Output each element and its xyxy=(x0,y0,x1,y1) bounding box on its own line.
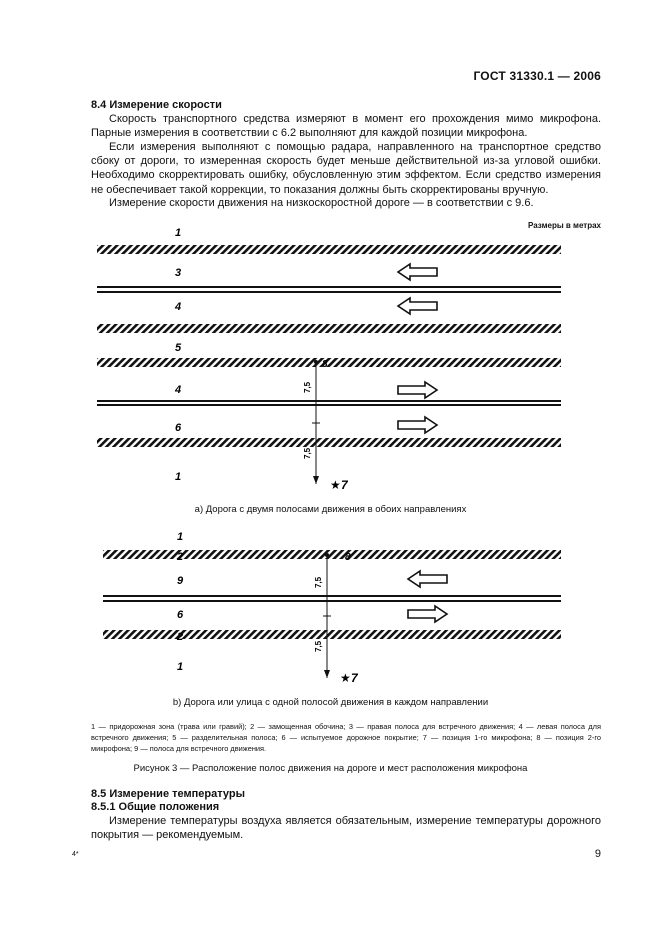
zone-label-a-3: 3 xyxy=(175,267,182,279)
zone-label-a-5: 5 xyxy=(175,342,182,354)
dimension-label-a1: 7,5 xyxy=(303,381,312,393)
divider-strip-a2 xyxy=(97,358,561,367)
figure-caption: Рисунок 3 — Расположение полос движения на дороге и мест расположения микрофона xyxy=(133,763,528,774)
section-8-4-paragraph-1: Скорость транспортного средства измеряют в момент его прохождения мимо микрофона. Парные измерения в соответствии с 6.2 выполняют для каждой позиции микрофона. xyxy=(91,113,601,140)
zone-label-a-4: 4 xyxy=(175,301,182,313)
section-8-5-1-title: 8.5.1 Общие положения xyxy=(91,801,220,813)
section-8-5-title: 8.5 Измерение температуры xyxy=(91,788,245,800)
zone-label-b-6: 6 xyxy=(177,609,184,621)
shoulder-strip-a1 xyxy=(97,245,561,254)
dimension-label-b1: 7,5 xyxy=(314,576,323,588)
mic-position-2-label-b: 8 xyxy=(345,552,351,563)
mic-position-2-label-a: 8 xyxy=(322,359,328,370)
dimension-label-a2: 7,5 xyxy=(303,447,312,459)
page-number: 9 xyxy=(594,848,601,860)
zone-label-b-9: 9 xyxy=(177,575,184,587)
arrow-left-icon xyxy=(408,571,447,587)
star-icon: ★ xyxy=(340,671,351,685)
shoulder-strip-b2 xyxy=(103,630,561,639)
zone-label-a-6: 6 xyxy=(175,422,182,434)
diagram-a-caption: а) Дорога с двумя полосами движения в обоих направлениях xyxy=(194,504,467,515)
zone-label-a-4b: 4 xyxy=(175,384,182,396)
document-code-header: ГОСТ 31330.1 — 2006 xyxy=(473,69,601,83)
zone-label-b-2b: 2 xyxy=(177,631,184,643)
zone-label-b-1b: 1 xyxy=(177,661,184,673)
star-icon: ★ xyxy=(330,478,341,492)
arrow-right-icon xyxy=(398,417,437,433)
diagram-b-caption: b) Дорога или улица с одной полосой движения в каждом направлении xyxy=(172,697,489,708)
divider-strip-a1 xyxy=(97,324,561,333)
zone-label-b-2: 2 xyxy=(177,551,184,563)
arrow-right-icon xyxy=(398,382,437,398)
section-8-5-1-paragraph: Измерение температуры воздуха является обязательным, измерение температуры дорожного покрытия — рекомендуемым. xyxy=(91,815,601,842)
units-note: Размеры в метрах xyxy=(528,221,601,230)
arrow-right-icon xyxy=(408,606,447,622)
arrow-left-icon xyxy=(398,298,437,314)
figure-legend: 1 — придорожная зона (трава или гравий); 2 — замощенная обочина; 3 — правая полоса для встречного движения; 4 — левая полоса для встречного движения; 5 — разделительная полоса; 6 — испытуемое дорожное покрытие; 7 — позиция 1-го микрофона; 8 — позиция 2-го микрофона; 9 — полоса для встречного движения. xyxy=(91,722,601,753)
dimension-label-b2: 7,5 xyxy=(314,640,323,652)
shoulder-strip-a2 xyxy=(97,438,561,447)
footer-sheet-mark: 4* xyxy=(72,851,79,858)
zone-label-b-1: 1 xyxy=(177,531,184,543)
section-8-4-paragraph-2: Если измерения выполняют с помощью радара, направленного на транспортное средство сбоку от дороги, то измеренная скорость будет меньше действительной из-за угловой ошибки. Необходимо скорректировать ошибку, обусловленную этим эффектом. Если средство измерения не обеспечивает такой коррекции, то показания должны быть скорректированы вручную. xyxy=(91,141,601,196)
mic-position-1-label-b: 7 xyxy=(351,671,358,685)
mic-position-1-label-a: 7 xyxy=(341,478,348,492)
section-8-4-title: 8.4 Измерение скорости xyxy=(91,99,222,111)
zone-label-a-1b: 1 xyxy=(175,471,182,483)
shoulder-strip-b1 xyxy=(103,550,561,559)
arrow-left-icon xyxy=(398,264,437,280)
zone-label-a-1: 1 xyxy=(175,227,182,239)
section-8-4-paragraph-3: Измерение скорости движения на низкоскоростной дороге — в соответствии с 9.6. xyxy=(109,197,534,209)
